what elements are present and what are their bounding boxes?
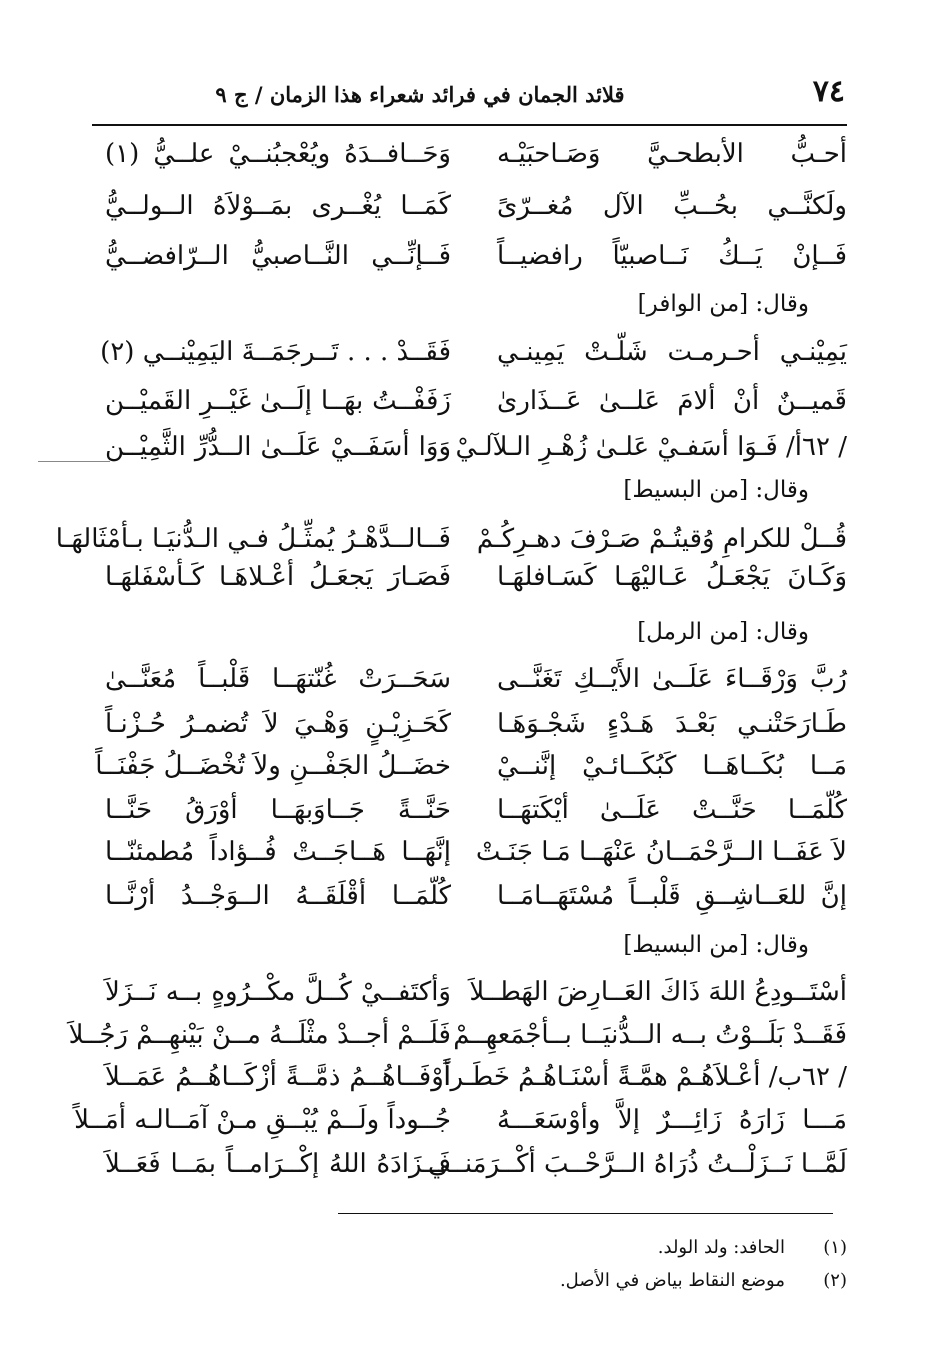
verse-left: وَأكتَفــيْ كُــلَّ مكْــرُوهٍ بــه نَــزَلاَ	[105, 977, 451, 1007]
verse-right: رُبَّ وَرْقَــاءَ عَلَــىٰ الأَيْــكِ تَغَنَّــى	[497, 664, 847, 694]
verse-right: أحـبُّ الأبطحـيَّ وَصَـاحبَيْـه	[497, 139, 847, 169]
footnote-number: (١)	[823, 1237, 847, 1258]
footnote-number: (٢)	[823, 1270, 847, 1291]
verse-left: خضَــلُ الجَفْــنِ ولاَ تُخْضَــلُ جَفْنَــاً	[95, 751, 451, 781]
verse-left: فَلَــمْ أجــدْ مثْلَــهُ مــنْ بَيْنهِــمْ رَجُــلاَ	[68, 1020, 451, 1050]
verse-left: زَفَفْــتُ بهَــا إلَــىٰ غَيْــرِ القَميْــن	[105, 386, 451, 416]
verse-right: إنَّ للعَــاشِــقِ قَلْبــاً مُسْتَهَــامَــا	[497, 881, 847, 911]
verse-left: كَمَــا يُغْــرى بمَــوْلاَهُ الــولــيُّ	[105, 191, 451, 221]
verse-left: أوْفَــاهُــمُ ذمَّــةً أزْكَــاهُــمُ عَمَــلاَ	[105, 1062, 451, 1092]
verse-right: مَــا بُكَــاهَــا كَبُكَــائـيْ إنَّنــيْ	[497, 751, 847, 781]
verse-left: كُلّمَــا أقْلَقَــهُ الــوَجْــدُ أرْنَّــا	[105, 881, 451, 911]
verse-right: لاَ عَفَــا الــرَّحْمَــانُ عَنْهَــا مَـا جَنَـتْ	[475, 837, 847, 867]
verse-right: وَكَـانَ يَجْعَـلُ عَـاليْهَـا كَسَـافلهَـا	[497, 562, 847, 592]
verse-right: قَميــنٌ أنْ ألامَ عَلــىٰ عَــذَارىٰ	[497, 386, 847, 416]
header-divider	[92, 124, 847, 126]
verse-right: قُــلْ للكرامِ وُقيتُـمْ صَـرْفَ دهـرِكُـمْ	[476, 524, 847, 554]
footnote-text: موضع النقاط بياض في الأصل.	[559, 1270, 785, 1291]
footnote-divider	[338, 1213, 833, 1214]
verse-left: فَــإنِّــي النَّــاصبيُّ الــرّافضــيُّ	[105, 241, 451, 271]
verse-left: إنَّهَــا هَــاجَــتْ فُــؤاداً مُطمئنّــا	[105, 837, 451, 867]
verse-right: كُلّمَــا حَنَّــتْ عَلَــىٰ أيْكَتهَــا	[497, 795, 847, 825]
footnote	[560, 1266, 847, 1296]
running-title: قلائد الجمان في فرائد شعراء هذا الزمان / ج ٩	[215, 82, 625, 107]
verse-left: فَصَـارَ يَجعَـلُ أعْـلاهَـا كَـأسْفَلهَـا	[105, 562, 451, 592]
verse-right: فَقَــدْ بَلَــوْتُ بــه الــدُّنيَــا بــأجْمَعهِــمْ	[453, 1020, 847, 1050]
footnote-text: الحافد: ولد الولد.	[657, 1237, 785, 1258]
verse-left: جُــوداً ولَــمْ يُبْــقِ مـنْ آمَــالـه أمَــلاً	[74, 1105, 451, 1135]
page-header	[90, 72, 845, 118]
page-number: ٧٤	[812, 74, 845, 109]
verse-left: فَــالــدَّهْـرُ يُمثِّـلُ فـي الـدُّنيَـا بـأمْثَالهَـا	[55, 524, 451, 554]
verse-right: فَــإنْ يَــكُ نَــاصبيّاً رافضيــاً	[497, 241, 847, 271]
poem-intro: وقال: [من البسيط]	[623, 477, 809, 503]
verse-right: أسْتَــودِعُ اللهَ ذَاكَ العَــارِضَ الهَطــلاَ	[469, 977, 847, 1007]
verse-left: وَوَا أسَفَــيْ عَلَــىٰ الــدُّرِّ الثَّمِيْــن	[105, 432, 451, 462]
verse-right: مَـــا زَارَهُ زَائِـــرٌ إلاَّ وأوْسَعَـــهُ	[497, 1105, 847, 1135]
verse-left: سَحَــرَتْ غُنّتهَــا قَلْبــاً مُعَنَّــىٰ	[105, 664, 451, 694]
footnote	[658, 1233, 847, 1263]
poem-intro: وقال: [من الرمل]	[637, 619, 809, 645]
verse-left: وَحَــافــدَهُ ويُعْجبُنــيْ علــيُّ (١)	[105, 139, 451, 169]
verse-right: لَمَّــا نَــزَلْــتُ ذُرَاهُ الــرَّحْــبَ أكْــرَمَنــي	[427, 1149, 847, 1179]
verse-right: يَمِيْنـي أحـرمـت شَلّـتْ يَمِينـي	[497, 337, 847, 367]
verse-left: كَحَـزِيْـنٍ وَهْـيَ لاَ تُضمـرُ حُـزْنـاً	[105, 709, 451, 739]
verse-left: فَــزَادَهُ اللهُ إكْــرَامــاً بمَــا فَعَــلاَ	[105, 1149, 451, 1179]
verse-right: طَـارَحَتْنـي بَعْـدَ هَـدْءٍ شَجْـوَهَـا	[497, 709, 847, 739]
verse-right: / ٦٢ب/ أعْـلاَهُـمْ همَّـةً أسْنَـاهُـمُ خَطَـراً	[443, 1062, 847, 1092]
poem-intro: وقال: [من الوافر]	[637, 291, 809, 317]
verse-right: ولَكنَّــي بحُــبِّ الآل مُغــرّىً	[497, 191, 847, 221]
poem-intro: وقال: [من البسيط]	[623, 932, 809, 958]
margin-mark	[38, 461, 110, 462]
verse-left: فَقَــدْ . . . تَــرجَمَــةَ اليَمِيْنــي (٢)	[100, 337, 451, 367]
verse-left: حَنَّــةً جَــاوَبهَــا أوْرَقُ حَنَّــا	[105, 795, 451, 825]
verse-right: / ٦٢أ/ فَـوَا أسَفـيْ عَلـىٰ زُهْـرِ الـلآلـيْ	[455, 432, 847, 462]
